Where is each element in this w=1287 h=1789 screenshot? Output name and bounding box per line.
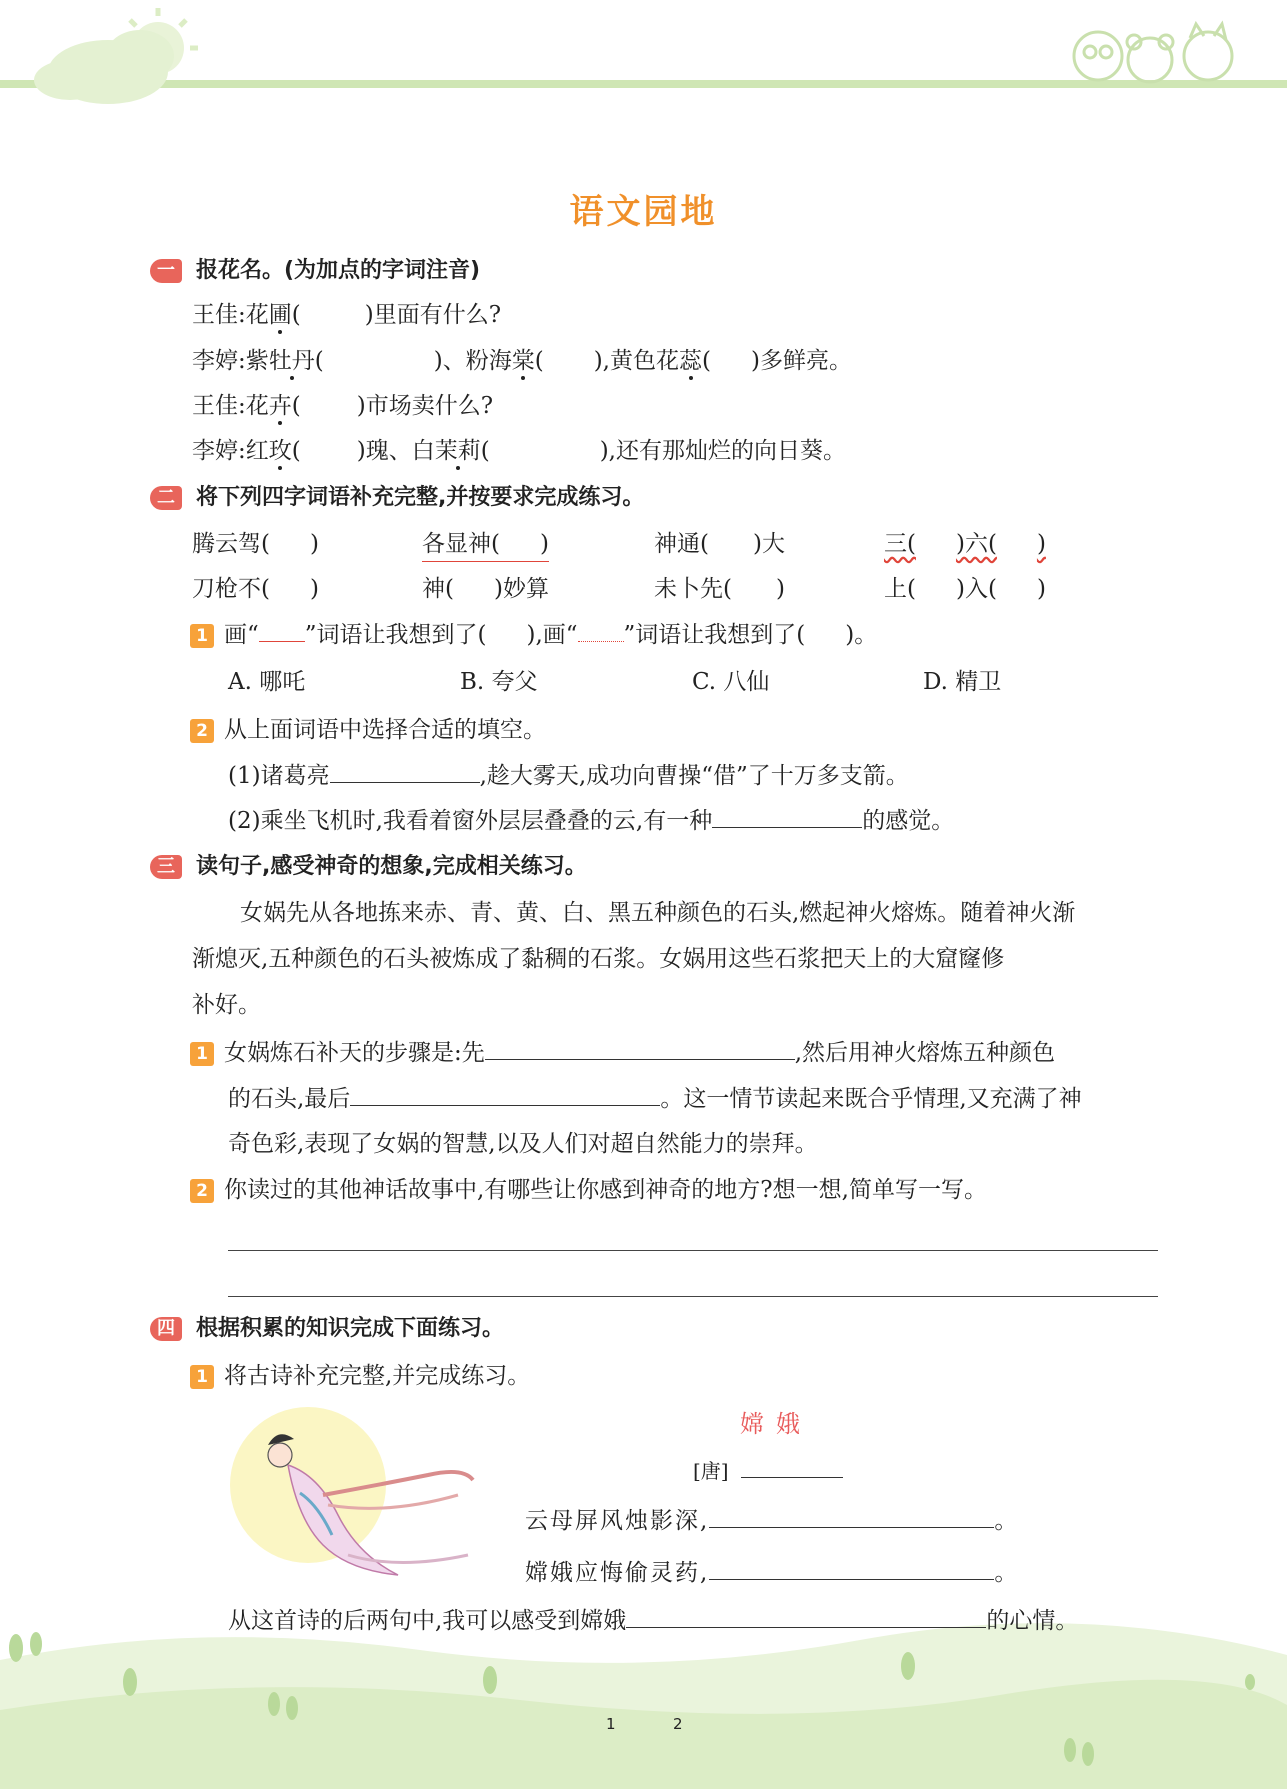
option-b[interactable]: B. 夸父 [460, 669, 538, 695]
idiom-item: 神通( )大 [654, 531, 785, 557]
s3-question-1-line-2: 的石头,最后 。这一情节读起来既合乎情理,又充满了神 [228, 1081, 1082, 1115]
fill-blank[interactable] [350, 1081, 660, 1106]
dotted-char: 蕊 [679, 348, 702, 374]
section-4-heading [150, 1314, 504, 1344]
fill-blank[interactable] [709, 1503, 994, 1528]
option-d[interactable]: D. 精卫 [923, 669, 1002, 695]
option-c[interactable]: C. 八仙 [692, 669, 770, 695]
idiom-item-underlined: 各显神( ) [422, 527, 549, 562]
dotted-char: 圃 [268, 302, 292, 328]
dialogue-line-1: 王佳:花圃( )里面有什么? [192, 302, 502, 328]
option-a[interactable]: A. 哪吒 [228, 669, 306, 695]
question-number: 1 [190, 1042, 214, 1066]
idiom-item-wavy: 三( )六( ) [884, 531, 1046, 557]
answer-options [228, 665, 1128, 699]
section-heading-text: 根据积累的知识完成下面练习。 [196, 1316, 505, 1341]
poem-author-line: [唐] [693, 1454, 843, 1488]
poem-title: 嫦娥 [740, 1410, 812, 1438]
dotted-char: 卉 [268, 393, 292, 419]
idiom-item: 腾云驾( ) [192, 531, 319, 557]
cloud-icon [34, 30, 174, 104]
dialogue-line-3: 王佳:花卉( )市场卖什么? [192, 393, 494, 419]
fill-blank[interactable] [330, 758, 480, 783]
dialogue-line-4: 李婷:红玫( )瑰、白茉莉( ),还有那灿烂的向日葵。 [192, 438, 846, 464]
question-number: 1 [190, 624, 214, 648]
s2-question-2: 2 从上面词语中选择合适的填空。 [190, 713, 546, 747]
s2-question-1: 1 画“ ”词语让我想到了( ),画“ ”词语让我想到了( )。 [190, 618, 877, 652]
dialogue-line-2: 李婷:紫牡丹( )、粉海棠( ),黄色花蕊( )多鲜亮。 [192, 348, 852, 374]
header-decoration [0, 0, 1287, 120]
s3-question-2: 2 你读过的其他神话故事中,有哪些让你感到神奇的地方?想一想,简单写一写。 [190, 1173, 987, 1207]
idiom-item: 神( )妙算 [422, 576, 549, 602]
animal-friends-icon [1074, 24, 1232, 82]
section-heading-text: 将下列四字词语补充完整,并按要求完成练习。 [196, 485, 645, 510]
question-number: 1 [190, 1365, 214, 1389]
idiom-row-1 [192, 527, 1152, 561]
dotted-char: 玫 [268, 438, 292, 464]
page-title: 语文园地 [569, 192, 718, 232]
section-badge: 二 [150, 486, 182, 510]
section-2-heading [150, 483, 644, 513]
question-number: 2 [190, 719, 214, 743]
author-blank[interactable] [741, 1459, 843, 1478]
writing-line[interactable] [228, 1250, 1158, 1251]
section-1-heading [150, 256, 480, 286]
section-badge: 四 [150, 1317, 182, 1341]
fill-blank[interactable] [626, 1603, 986, 1628]
idiom-row-2 [192, 572, 1152, 606]
fill-blank[interactable] [485, 1035, 795, 1060]
idiom-item: 刀枪不( ) [192, 576, 319, 602]
question-number: 2 [190, 1179, 214, 1203]
dotted-char: 茉莉 [434, 438, 481, 464]
section-heading-text: 读句子,感受神奇的想象,完成相关练习。 [196, 854, 587, 879]
dotted-char: 棠 [511, 348, 535, 374]
idiom-item: 未卜先( ) [654, 576, 785, 602]
s2-q2-sentence-2: (2)乘坐飞机时,我看着窗外层层叠叠的云,有一种 的感觉。 [228, 803, 954, 837]
idiom-item: 上( )入( ) [884, 576, 1046, 602]
s3-question-1-line-3: 奇色彩,表现了女娲的智慧,以及人们对超自然能力的崇拜。 [228, 1131, 818, 1157]
page-number-left: 1 [606, 1715, 616, 1733]
section-badge: 一 [150, 259, 182, 283]
section-badge: 三 [150, 855, 182, 879]
section-heading-text: 报花名。(为加点的字词注音) [196, 258, 481, 283]
s4-question-1: 1 将古诗补充完整,并完成练习。 [190, 1359, 530, 1393]
page-number-right: 2 [673, 1715, 683, 1733]
fill-blank[interactable] [709, 1555, 994, 1580]
poem-question: 从这首诗的后两句中,我可以感受到嫦娥 的心情。 [228, 1603, 1078, 1637]
reading-passage: 女娲先从各地拣来赤、青、黄、白、黑五种颜色的石头,燃起神火熔炼。随着神火渐 渐熄灭,五种颜色的石头被炼成了黏稠的石浆。女娲用这些石浆把天上的大窟窿修 补好。 [192, 900, 1076, 1018]
s3-question-1-line-1: 1 女娲炼石补天的步骤是:先 ,然后用神火熔炼五种颜色 [190, 1035, 1055, 1069]
fill-blank[interactable] [712, 803, 862, 828]
writing-line[interactable] [228, 1296, 1158, 1297]
dotted-char: 牡丹 [268, 348, 315, 374]
section-3-heading [150, 852, 587, 882]
poem-verse-2: 嫦娥应悔偷灵药, 。 [525, 1555, 1019, 1589]
change-moon-illustration [228, 1405, 488, 1595]
s2-q2-sentence-1: (1)诸葛亮 ,趁大雾天,成功向曹操“借”了十万多支箭。 [228, 758, 909, 792]
poem-verse-1: 云母屏风烛影深, 。 [525, 1503, 1019, 1537]
